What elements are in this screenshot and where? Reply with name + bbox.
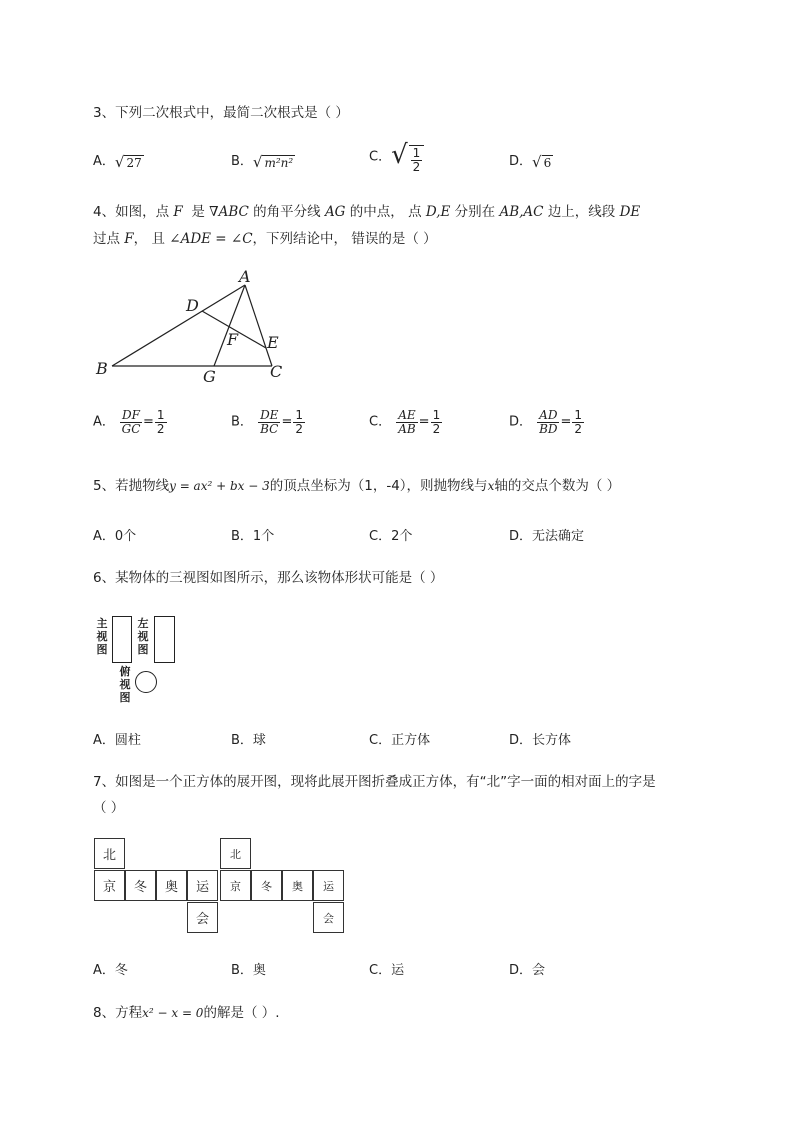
- math-var: AB,AC: [499, 204, 544, 220]
- net-left-cell-dong: 冬: [125, 870, 156, 901]
- label-c: C: [270, 362, 283, 381]
- denominator: 2: [412, 160, 421, 174]
- numerator: 1: [156, 408, 165, 422]
- fraction-left: [537, 409, 559, 435]
- q5-option-a[interactable]: A．0个: [93, 529, 137, 544]
- q3-option-b[interactable]: [231, 150, 295, 171]
- net-right-cell-bei: 北: [220, 838, 251, 869]
- top-view-label: 俯 视 图: [119, 665, 131, 704]
- radicand: m²n²: [264, 155, 294, 170]
- stem-text: ， 且: [133, 231, 165, 247]
- radical-icon: √: [252, 152, 263, 171]
- left-view-label: 左 视 图: [137, 617, 149, 656]
- math-triangle: ∇ABC: [209, 204, 249, 220]
- front-view-label: 主 视 图: [96, 617, 108, 656]
- equals-sign: =: [418, 414, 430, 430]
- math-equation: ∠ADE = ∠C: [169, 231, 253, 247]
- q6-option-d[interactable]: D．长方体: [509, 733, 572, 748]
- option-letter: C．: [369, 149, 392, 165]
- stem-text: 5、若抛物线: [93, 478, 170, 494]
- denominator: 2: [156, 421, 165, 436]
- stem-text: 的解是（ ）.: [203, 1005, 280, 1021]
- segment-ba: [112, 285, 245, 366]
- q4-option-b[interactable]: [231, 409, 306, 435]
- q3-option-d[interactable]: [509, 150, 553, 171]
- numerator: DF: [122, 408, 140, 422]
- option-letter: B．: [231, 414, 253, 430]
- net-right-cell-hui: 会: [313, 902, 344, 933]
- label-a: A: [239, 267, 251, 286]
- sqrt-expression: [532, 153, 553, 171]
- q3-option-c[interactable]: [369, 140, 425, 174]
- sqrt-expression: [115, 153, 144, 171]
- net-left-cell-bei: 北: [94, 838, 125, 869]
- sqrt-expression: [391, 140, 425, 174]
- net-left-cell-yun: 运: [187, 870, 218, 901]
- math-equation: x² − x = 0: [142, 1006, 204, 1020]
- math-var: F: [173, 204, 183, 220]
- q6-option-c[interactable]: C．正方体: [369, 733, 431, 748]
- stem-text: ，下列结论中， 错误的是（ ）: [252, 231, 437, 247]
- math-var: x: [487, 479, 495, 493]
- fraction-left: [258, 409, 280, 435]
- math-var: D,E: [425, 204, 451, 220]
- q6-option-b[interactable]: B．球: [231, 733, 266, 748]
- stem-text: 分别在: [454, 204, 496, 220]
- denominator: BD: [539, 421, 558, 436]
- question-7-stem-line1: 7、如图是一个正方体的展开图，现将此展开图折叠成正方体，有“北”字一面的相对面上的字是: [93, 774, 656, 790]
- numerator: 1: [412, 146, 421, 161]
- question-5-stem: [93, 474, 620, 494]
- fraction-left: [396, 409, 417, 435]
- equals-sign: =: [143, 414, 154, 430]
- net-left-cell-hui: 会: [187, 902, 218, 933]
- top-view-circle: [135, 671, 157, 693]
- stem-text: 8、方程: [93, 1005, 143, 1021]
- sqrt-expression: [253, 153, 295, 171]
- fraction-right: [572, 409, 584, 435]
- radicand: 27: [126, 155, 142, 170]
- q7-option-c[interactable]: C．运: [369, 963, 405, 978]
- q7-option-a[interactable]: A．冬: [93, 963, 128, 978]
- net-right-cell-dong: 冬: [251, 870, 282, 901]
- triangle-figure: [90, 265, 300, 390]
- stem-text: 的角平分线: [253, 204, 321, 220]
- question-8-stem: [93, 1001, 280, 1021]
- stem-text: 轴的交点个数为（ ）: [494, 478, 621, 494]
- label-g: G: [203, 367, 216, 386]
- net-left-cell-jing: 京: [94, 870, 125, 901]
- numerator: 1: [432, 408, 441, 422]
- option-letter: A．: [93, 414, 115, 430]
- question-3-stem: 3、下列二次根式中，最简二次根式是（ ）: [93, 105, 349, 121]
- net-right-cell-jing: 京: [220, 870, 251, 901]
- numerator: DE: [260, 408, 279, 422]
- option-letter: D．: [509, 414, 533, 430]
- label-e: E: [267, 333, 279, 352]
- numerator: 1: [295, 408, 303, 422]
- question-4-stem-line1: [93, 200, 640, 220]
- numerator: 1: [574, 408, 582, 422]
- denominator: AB: [398, 421, 416, 436]
- segment-ac: [245, 285, 272, 366]
- denominator: BC: [260, 421, 279, 436]
- net-right-cell-ao: 奥: [282, 870, 313, 901]
- math-equation: y = ax² + bx − 3: [169, 479, 270, 493]
- stem-text: 过点: [93, 231, 120, 247]
- question-4-stem-line2: [93, 227, 437, 247]
- question-6-stem: 6、某物体的三视图如图所示，那么该物体形状可能是（ ）: [93, 570, 444, 586]
- numerator: AE: [398, 408, 416, 422]
- segment-ag: [214, 285, 245, 366]
- radical-icon: √: [532, 152, 542, 171]
- q7-option-d[interactable]: D．会: [509, 963, 546, 978]
- label-d: D: [186, 296, 199, 315]
- q6-option-a[interactable]: A．圆柱: [93, 733, 141, 748]
- equals-sign: =: [281, 414, 293, 430]
- denominator: 2: [432, 421, 441, 436]
- q4-option-d[interactable]: [509, 409, 585, 435]
- math-var: F: [124, 231, 134, 247]
- radical-icon: √: [114, 152, 125, 171]
- option-letter: B．: [231, 154, 253, 169]
- stem-text: 是: [191, 204, 205, 220]
- radical-icon: √: [391, 140, 408, 170]
- front-view-rect: [112, 616, 132, 663]
- fraction-left: [120, 409, 142, 435]
- option-letter: A．: [93, 154, 115, 169]
- denominator: GC: [121, 421, 141, 436]
- q4-option-a[interactable]: [93, 409, 168, 435]
- stem-text: 的顶点坐标为（1，-4），则抛物线与: [269, 478, 488, 494]
- left-view-rect: [154, 616, 175, 663]
- fraction-right: [293, 409, 305, 435]
- stem-text: 边上，线段: [547, 204, 616, 220]
- radicand: 6: [543, 155, 552, 170]
- denominator: 2: [295, 421, 303, 436]
- denominator: 2: [574, 421, 582, 436]
- math-var: AG: [324, 204, 346, 220]
- q5-option-b[interactable]: B．1个: [231, 529, 275, 544]
- three-views-figure: [92, 612, 192, 712]
- equals-sign: =: [560, 414, 572, 430]
- label-f: F: [227, 330, 239, 349]
- q5-option-d[interactable]: D．无法确定: [509, 529, 585, 544]
- q7-option-b[interactable]: B．奥: [231, 963, 266, 978]
- question-7-stem-line2: （ ）: [93, 800, 125, 816]
- cube-net-figure: [94, 838, 354, 938]
- label-b: B: [96, 359, 108, 378]
- stem-text: 4、如图，点: [93, 204, 170, 220]
- net-right-cell-yun: 运: [313, 870, 344, 901]
- fraction-right: [431, 409, 443, 435]
- q4-option-c[interactable]: [369, 409, 443, 435]
- option-letter: C．: [369, 414, 392, 430]
- q5-option-c[interactable]: C．2个: [369, 529, 413, 544]
- q3-option-a[interactable]: [93, 150, 144, 171]
- fraction-right: [155, 409, 167, 435]
- numerator: AD: [539, 408, 558, 422]
- option-letter: D．: [509, 154, 533, 169]
- fraction: [409, 145, 425, 173]
- math-var: DE: [619, 204, 641, 220]
- net-left-cell-ao: 奥: [156, 870, 187, 901]
- stem-text: 的中点， 点: [349, 204, 422, 220]
